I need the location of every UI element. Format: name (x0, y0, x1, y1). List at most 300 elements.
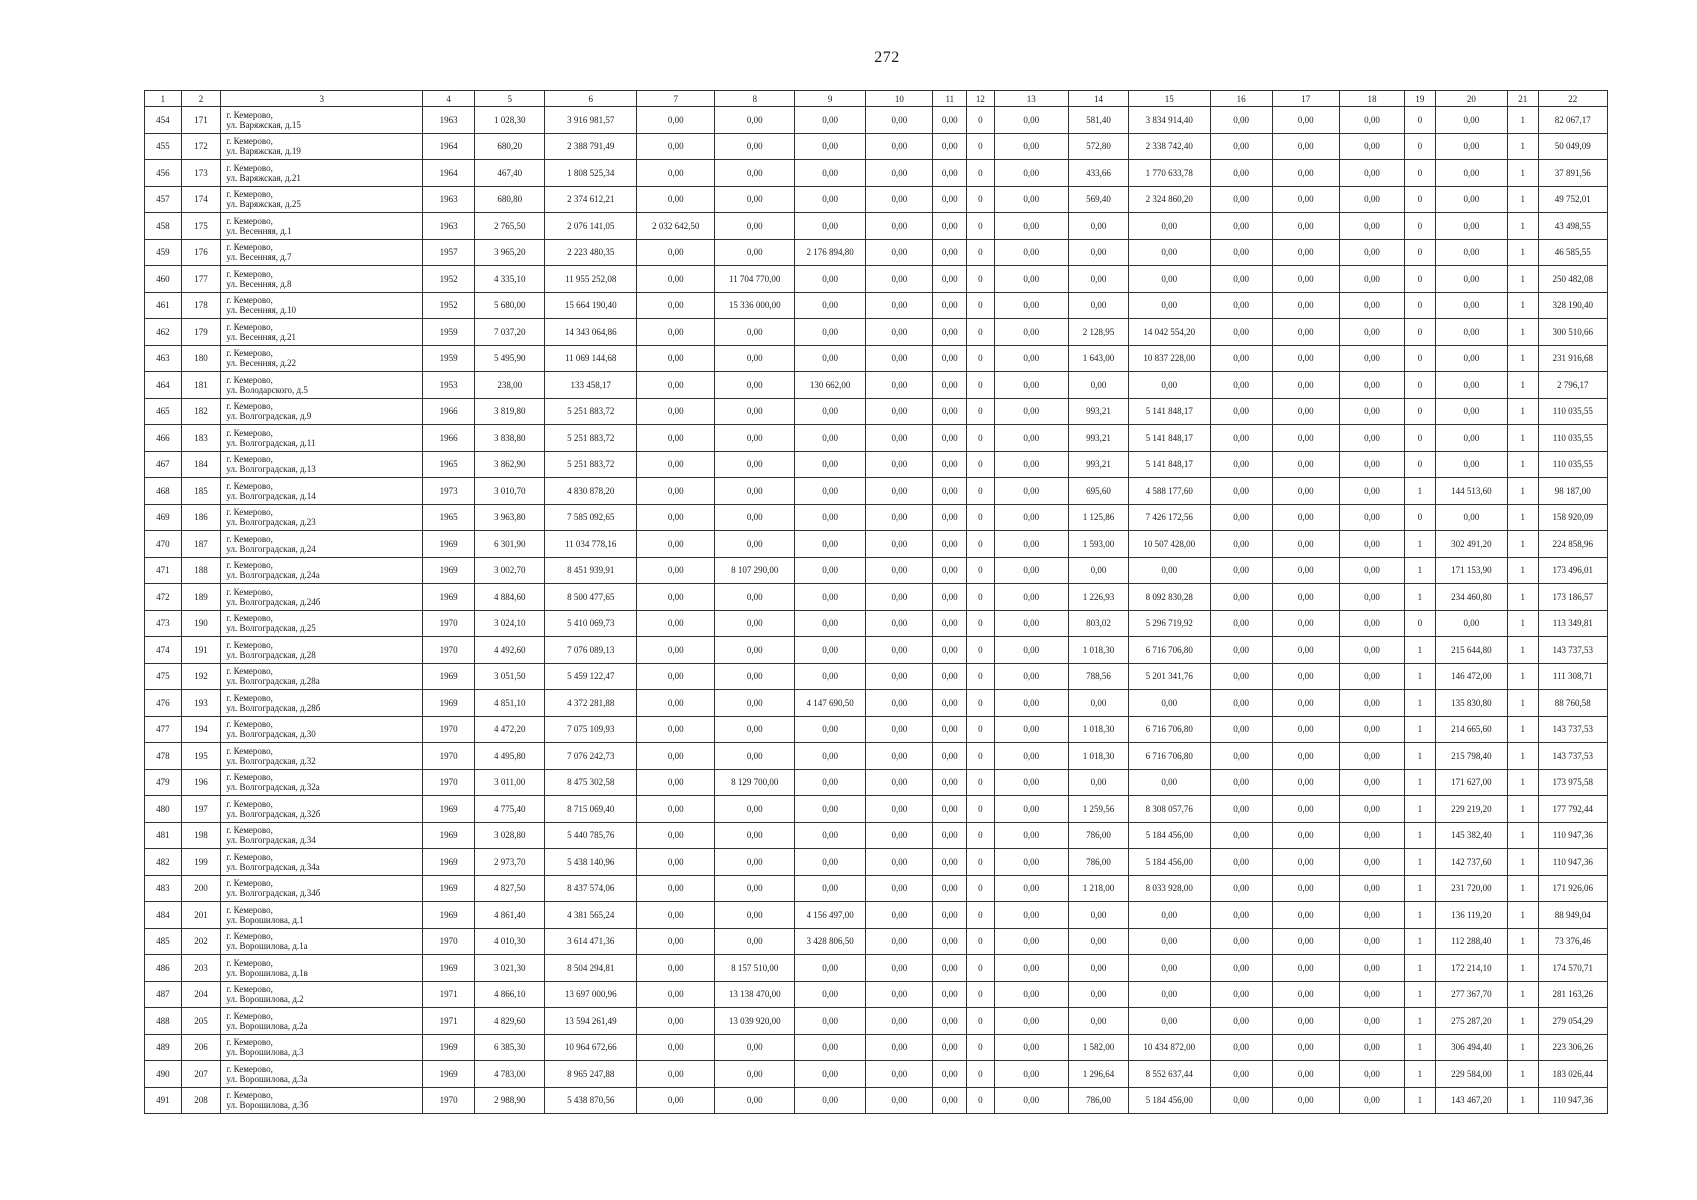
cell-col-22: 110 947,36 (1538, 849, 1607, 876)
table-row (145, 637, 1608, 664)
cell-col-21: 1 (1508, 981, 1539, 1008)
column-header-12: 12 (967, 91, 995, 107)
address-city: г. Кемерово, (226, 295, 273, 306)
cell-col-17: 0,00 (1272, 822, 1339, 849)
cell-col-6: 8 715 069,40 (545, 796, 637, 823)
cell-col-8: 0,00 (715, 822, 794, 849)
cell-col-17: 0,00 (1272, 557, 1339, 584)
address-city: г. Кемерово, (226, 719, 273, 730)
cell-col-22: 183 026,44 (1538, 1061, 1607, 1088)
address-street: ул. Весенняя, д.22 (226, 358, 297, 369)
address-city: г. Кемерово, (226, 984, 273, 995)
page-number: 272 (874, 49, 900, 66)
cell-col-18: 0,00 (1339, 822, 1404, 849)
address-city: г. Кемерово, (226, 904, 273, 915)
address-cell (221, 1061, 423, 1088)
cell-col-12: 0 (967, 769, 995, 796)
address-cell (221, 398, 423, 425)
cell-col-12: 0 (967, 292, 995, 319)
cell-col-22: 143 737,53 (1538, 637, 1607, 664)
cell-col-13: 0,00 (994, 1008, 1068, 1035)
column-header-20: 20 (1435, 91, 1507, 107)
cell-col-11: 0,00 (933, 796, 967, 823)
cell-col-16: 0,00 (1210, 610, 1272, 637)
column-header-17: 17 (1272, 91, 1339, 107)
cell-col-15: 7 426 172,56 (1129, 504, 1211, 531)
cell-col-10: 0,00 (866, 981, 933, 1008)
cell-col-10: 0,00 (866, 398, 933, 425)
cell-col-19: 1 (1405, 1061, 1436, 1088)
cell-col-19: 0 (1405, 160, 1436, 187)
cell-col-15: 0,00 (1129, 928, 1211, 955)
cell-col-5: 3 051,50 (475, 663, 545, 690)
cell-col-19: 1 (1405, 743, 1436, 770)
cell-col-14: 0,00 (1068, 557, 1128, 584)
cell-col-10: 0,00 (866, 637, 933, 664)
cell-col-6: 3 916 981,57 (545, 107, 637, 134)
table-row (145, 345, 1608, 372)
cell-col-18: 0,00 (1339, 557, 1404, 584)
cell-col-14: 993,21 (1068, 425, 1128, 452)
cell-col-2: 184 (181, 451, 221, 478)
address-cell (221, 796, 423, 823)
cell-col-9: 0,00 (794, 425, 865, 452)
cell-col-5: 4 783,00 (475, 1061, 545, 1088)
cell-col-14: 581,40 (1068, 107, 1128, 134)
table-row (145, 875, 1608, 902)
cell-col-12: 0 (967, 955, 995, 982)
cell-col-20: 0,00 (1435, 186, 1507, 213)
cell-col-9: 0,00 (794, 292, 865, 319)
cell-col-19: 1 (1405, 1034, 1436, 1061)
cell-col-7: 0,00 (637, 372, 715, 399)
address-cell (221, 610, 423, 637)
cell-col-8: 8 129 700,00 (715, 769, 794, 796)
column-header-21: 21 (1508, 91, 1539, 107)
cell-col-20: 146 472,00 (1435, 663, 1507, 690)
cell-col-5: 3 963,80 (475, 504, 545, 531)
cell-col-17: 0,00 (1272, 319, 1339, 346)
address-street: ул. Волгоградская, д.9 (226, 411, 312, 422)
cell-col-22: 173 975,58 (1538, 769, 1607, 796)
cell-col-18: 0,00 (1339, 451, 1404, 478)
cell-col-21: 1 (1508, 690, 1539, 717)
cell-col-4: 1965 (423, 504, 475, 531)
cell-col-21: 1 (1508, 637, 1539, 664)
cell-col-13: 0,00 (994, 690, 1068, 717)
cell-col-19: 1 (1405, 1087, 1436, 1114)
cell-col-5: 680,80 (475, 186, 545, 213)
cell-col-4: 1964 (423, 160, 475, 187)
cell-col-9: 0,00 (794, 133, 865, 160)
address-street: ул. Волгоградская, д.34б (226, 888, 321, 899)
cell-col-22: 88 949,04 (1538, 902, 1607, 929)
cell-col-21: 1 (1508, 557, 1539, 584)
cell-col-20: 0,00 (1435, 213, 1507, 240)
cell-col-9: 0,00 (794, 504, 865, 531)
cell-col-16: 0,00 (1210, 292, 1272, 319)
address-cell (221, 981, 423, 1008)
cell-col-18: 0,00 (1339, 425, 1404, 452)
address-city: г. Кемерово, (226, 931, 273, 942)
table-row (145, 160, 1608, 187)
cell-col-22: 46 585,55 (1538, 239, 1607, 266)
address-cell (221, 1008, 423, 1035)
address-street: ул. Варяжская, д.15 (226, 119, 301, 130)
cell-col-9: 0,00 (794, 743, 865, 770)
address-cell (221, 372, 423, 399)
cell-col-19: 0 (1405, 425, 1436, 452)
address-cell (221, 504, 423, 531)
address-street: ул. Варяжская, д.19 (226, 146, 301, 157)
cell-col-8: 0,00 (715, 213, 794, 240)
cell-col-13: 0,00 (994, 239, 1068, 266)
address-cell (221, 160, 423, 187)
cell-col-9: 0,00 (794, 637, 865, 664)
cell-col-9: 0,00 (794, 716, 865, 743)
cell-col-8: 0,00 (715, 372, 794, 399)
cell-col-2: 190 (181, 610, 221, 637)
cell-col-7: 2 032 642,50 (637, 213, 715, 240)
cell-col-19: 0 (1405, 213, 1436, 240)
cell-col-7: 0,00 (637, 319, 715, 346)
cell-col-18: 0,00 (1339, 478, 1404, 505)
cell-col-15: 5 184 456,00 (1129, 1087, 1211, 1114)
cell-col-17: 0,00 (1272, 1034, 1339, 1061)
cell-col-8: 0,00 (715, 1087, 794, 1114)
cell-col-8: 0,00 (715, 425, 794, 452)
cell-col-7: 0,00 (637, 133, 715, 160)
cell-col-20: 0,00 (1435, 292, 1507, 319)
cell-col-9: 0,00 (794, 557, 865, 584)
cell-col-16: 0,00 (1210, 981, 1272, 1008)
cell-col-12: 0 (967, 822, 995, 849)
cell-col-22: 300 510,66 (1538, 319, 1607, 346)
cell-col-18: 0,00 (1339, 663, 1404, 690)
column-header-15: 15 (1129, 91, 1211, 107)
cell-col-7: 0,00 (637, 239, 715, 266)
address-street: ул. Ворошилова, д.3а (226, 1073, 308, 1084)
cell-col-12: 0 (967, 133, 995, 160)
cell-col-21: 1 (1508, 372, 1539, 399)
cell-col-14: 0,00 (1068, 239, 1128, 266)
address-city: г. Кемерово, (226, 745, 273, 756)
cell-col-11: 0,00 (933, 292, 967, 319)
cell-col-14: 433,66 (1068, 160, 1128, 187)
cell-col-1: 457 (145, 186, 182, 213)
cell-col-11: 0,00 (933, 107, 967, 134)
cell-col-22: 231 916,68 (1538, 345, 1607, 372)
cell-col-1: 459 (145, 239, 182, 266)
address-city: г. Кемерово, (226, 321, 273, 332)
address-street: ул. Волгоградская, д.11 (226, 437, 316, 448)
cell-col-9: 0,00 (794, 319, 865, 346)
cell-col-21: 1 (1508, 504, 1539, 531)
cell-col-8: 0,00 (715, 690, 794, 717)
cell-col-2: 174 (181, 186, 221, 213)
cell-col-6: 7 075 109,93 (545, 716, 637, 743)
cell-col-16: 0,00 (1210, 160, 1272, 187)
cell-col-7: 0,00 (637, 796, 715, 823)
cell-col-21: 1 (1508, 610, 1539, 637)
cell-col-21: 1 (1508, 478, 1539, 505)
cell-col-19: 1 (1405, 663, 1436, 690)
cell-col-7: 0,00 (637, 266, 715, 293)
cell-col-1: 464 (145, 372, 182, 399)
cell-col-2: 199 (181, 849, 221, 876)
cell-col-9: 130 662,00 (794, 372, 865, 399)
cell-col-10: 0,00 (866, 955, 933, 982)
cell-col-1: 478 (145, 743, 182, 770)
cell-col-12: 0 (967, 186, 995, 213)
cell-col-5: 3 010,70 (475, 478, 545, 505)
cell-col-20: 0,00 (1435, 504, 1507, 531)
cell-col-17: 0,00 (1272, 266, 1339, 293)
address-cell (221, 292, 423, 319)
cell-col-14: 788,56 (1068, 663, 1128, 690)
address-street: ул. Волгоградская, д.28а (226, 676, 320, 687)
cell-col-6: 14 343 064,86 (545, 319, 637, 346)
cell-col-13: 0,00 (994, 716, 1068, 743)
cell-col-20: 277 367,70 (1435, 981, 1507, 1008)
cell-col-15: 5 141 848,17 (1129, 398, 1211, 425)
cell-col-16: 0,00 (1210, 928, 1272, 955)
cell-col-6: 4 830 878,20 (545, 478, 637, 505)
cell-col-19: 1 (1405, 531, 1436, 558)
cell-col-15: 0,00 (1129, 902, 1211, 929)
cell-col-6: 133 458,17 (545, 372, 637, 399)
cell-col-21: 1 (1508, 107, 1539, 134)
cell-col-1: 474 (145, 637, 182, 664)
cell-col-11: 0,00 (933, 160, 967, 187)
cell-col-18: 0,00 (1339, 292, 1404, 319)
cell-col-20: 0,00 (1435, 266, 1507, 293)
cell-col-19: 0 (1405, 345, 1436, 372)
cell-col-2: 197 (181, 796, 221, 823)
cell-col-21: 1 (1508, 769, 1539, 796)
address-cell (221, 319, 423, 346)
cell-col-13: 0,00 (994, 796, 1068, 823)
cell-col-4: 1969 (423, 690, 475, 717)
cell-col-16: 0,00 (1210, 796, 1272, 823)
cell-col-11: 0,00 (933, 451, 967, 478)
cell-col-8: 0,00 (715, 319, 794, 346)
cell-col-11: 0,00 (933, 981, 967, 1008)
cell-col-10: 0,00 (866, 584, 933, 611)
column-header-4: 4 (423, 91, 475, 107)
table-row (145, 981, 1608, 1008)
cell-col-4: 1952 (423, 266, 475, 293)
cell-col-2: 204 (181, 981, 221, 1008)
cell-col-4: 1965 (423, 451, 475, 478)
cell-col-5: 4 472,20 (475, 716, 545, 743)
cell-col-16: 0,00 (1210, 398, 1272, 425)
table-row (145, 1061, 1608, 1088)
cell-col-2: 191 (181, 637, 221, 664)
cell-col-17: 0,00 (1272, 1061, 1339, 1088)
cell-col-11: 0,00 (933, 769, 967, 796)
cell-col-16: 0,00 (1210, 531, 1272, 558)
cell-col-14: 993,21 (1068, 451, 1128, 478)
cell-col-12: 0 (967, 345, 995, 372)
table-row (145, 690, 1608, 717)
table-row (145, 663, 1608, 690)
cell-col-8: 0,00 (715, 160, 794, 187)
cell-col-2: 179 (181, 319, 221, 346)
cell-col-13: 0,00 (994, 292, 1068, 319)
address-city: г. Кемерово, (226, 825, 273, 836)
cell-col-19: 1 (1405, 1008, 1436, 1035)
cell-col-22: 110 035,55 (1538, 425, 1607, 452)
cell-col-14: 786,00 (1068, 1087, 1128, 1114)
cell-col-7: 0,00 (637, 531, 715, 558)
cell-col-22: 88 760,58 (1538, 690, 1607, 717)
cell-col-8: 13 039 920,00 (715, 1008, 794, 1035)
cell-col-13: 0,00 (994, 557, 1068, 584)
cell-col-14: 993,21 (1068, 398, 1128, 425)
address-cell (221, 107, 423, 134)
cell-col-11: 0,00 (933, 955, 967, 982)
cell-col-10: 0,00 (866, 716, 933, 743)
column-header-22: 22 (1538, 91, 1607, 107)
cell-col-15: 5 201 341,76 (1129, 663, 1211, 690)
cell-col-15: 0,00 (1129, 1008, 1211, 1035)
cell-col-7: 0,00 (637, 849, 715, 876)
cell-col-11: 0,00 (933, 133, 967, 160)
cell-col-13: 0,00 (994, 372, 1068, 399)
cell-col-19: 0 (1405, 504, 1436, 531)
address-city: г. Кемерово, (226, 878, 273, 889)
address-city: г. Кемерово, (226, 798, 273, 809)
cell-col-20: 306 494,40 (1435, 1034, 1507, 1061)
address-street: ул. Володарского, д.5 (226, 384, 308, 395)
address-cell (221, 637, 423, 664)
cell-col-13: 0,00 (994, 425, 1068, 452)
cell-col-9: 0,00 (794, 398, 865, 425)
cell-col-17: 0,00 (1272, 637, 1339, 664)
cell-col-14: 0,00 (1068, 292, 1128, 319)
cell-col-7: 0,00 (637, 557, 715, 584)
cell-col-1: 481 (145, 822, 182, 849)
cell-col-1: 489 (145, 1034, 182, 1061)
cell-col-17: 0,00 (1272, 743, 1339, 770)
cell-col-1: 454 (145, 107, 182, 134)
cell-col-8: 0,00 (715, 716, 794, 743)
address-street: ул. Варяжская, д.21 (226, 172, 301, 183)
cell-col-22: 173 496,01 (1538, 557, 1607, 584)
cell-col-8: 0,00 (715, 186, 794, 213)
cell-col-19: 0 (1405, 186, 1436, 213)
cell-col-4: 1970 (423, 1087, 475, 1114)
cell-col-5: 467,40 (475, 160, 545, 187)
cell-col-7: 0,00 (637, 584, 715, 611)
cell-col-21: 1 (1508, 1087, 1539, 1114)
cell-col-5: 4 492,60 (475, 637, 545, 664)
cell-col-11: 0,00 (933, 239, 967, 266)
cell-col-6: 7 076 089,13 (545, 637, 637, 664)
cell-col-13: 0,00 (994, 504, 1068, 531)
column-header-5: 5 (475, 91, 545, 107)
address-cell (221, 769, 423, 796)
address-city: г. Кемерово, (226, 480, 273, 491)
cell-col-19: 1 (1405, 796, 1436, 823)
table-row (145, 319, 1608, 346)
cell-col-5: 2 973,70 (475, 849, 545, 876)
cell-col-7: 0,00 (637, 425, 715, 452)
cell-col-19: 0 (1405, 133, 1436, 160)
address-cell (221, 849, 423, 876)
cell-col-15: 6 716 706,80 (1129, 743, 1211, 770)
cell-col-8: 0,00 (715, 663, 794, 690)
cell-col-20: 231 720,00 (1435, 875, 1507, 902)
cell-col-16: 0,00 (1210, 213, 1272, 240)
cell-col-15: 5 184 456,00 (1129, 822, 1211, 849)
registry-table (144, 90, 1608, 1114)
cell-col-11: 0,00 (933, 716, 967, 743)
cell-col-21: 1 (1508, 186, 1539, 213)
address-street: ул. Весенняя, д.7 (226, 252, 292, 263)
cell-col-5: 3 028,80 (475, 822, 545, 849)
cell-col-14: 1 218,00 (1068, 875, 1128, 902)
cell-col-15: 0,00 (1129, 239, 1211, 266)
address-street: ул. Весенняя, д.8 (226, 278, 292, 289)
cell-col-4: 1969 (423, 822, 475, 849)
cell-col-14: 1 018,30 (1068, 743, 1128, 770)
cell-col-9: 0,00 (794, 160, 865, 187)
cell-col-4: 1971 (423, 1008, 475, 1035)
address-cell (221, 902, 423, 929)
cell-col-2: 189 (181, 584, 221, 611)
cell-col-20: 0,00 (1435, 239, 1507, 266)
table-row (145, 398, 1608, 425)
cell-col-22: 173 186,57 (1538, 584, 1607, 611)
cell-col-19: 0 (1405, 319, 1436, 346)
cell-col-14: 786,00 (1068, 822, 1128, 849)
cell-col-2: 188 (181, 557, 221, 584)
cell-col-12: 0 (967, 663, 995, 690)
cell-col-17: 0,00 (1272, 451, 1339, 478)
cell-col-6: 5 410 069,73 (545, 610, 637, 637)
cell-col-18: 0,00 (1339, 398, 1404, 425)
address-city: г. Кемерово, (226, 374, 273, 385)
table-row (145, 1008, 1608, 1035)
cell-col-16: 0,00 (1210, 1087, 1272, 1114)
cell-col-4: 1964 (423, 133, 475, 160)
cell-col-7: 0,00 (637, 769, 715, 796)
cell-col-12: 0 (967, 928, 995, 955)
cell-col-4: 1966 (423, 425, 475, 452)
cell-col-21: 1 (1508, 1061, 1539, 1088)
cell-col-5: 3 021,30 (475, 955, 545, 982)
address-city: г. Кемерово, (226, 507, 273, 518)
cell-col-9: 4 156 497,00 (794, 902, 865, 929)
cell-col-20: 145 382,40 (1435, 822, 1507, 849)
cell-col-1: 455 (145, 133, 182, 160)
cell-col-15: 4 588 177,60 (1129, 478, 1211, 505)
cell-col-19: 1 (1405, 584, 1436, 611)
column-header-3: 3 (221, 91, 423, 107)
cell-col-16: 0,00 (1210, 319, 1272, 346)
cell-col-17: 0,00 (1272, 690, 1339, 717)
cell-col-21: 1 (1508, 213, 1539, 240)
cell-col-21: 1 (1508, 822, 1539, 849)
cell-col-6: 5 251 883,72 (545, 425, 637, 452)
cell-col-17: 0,00 (1272, 955, 1339, 982)
cell-col-1: 487 (145, 981, 182, 1008)
cell-col-4: 1969 (423, 902, 475, 929)
cell-col-13: 0,00 (994, 955, 1068, 982)
cell-col-5: 4 010,30 (475, 928, 545, 955)
